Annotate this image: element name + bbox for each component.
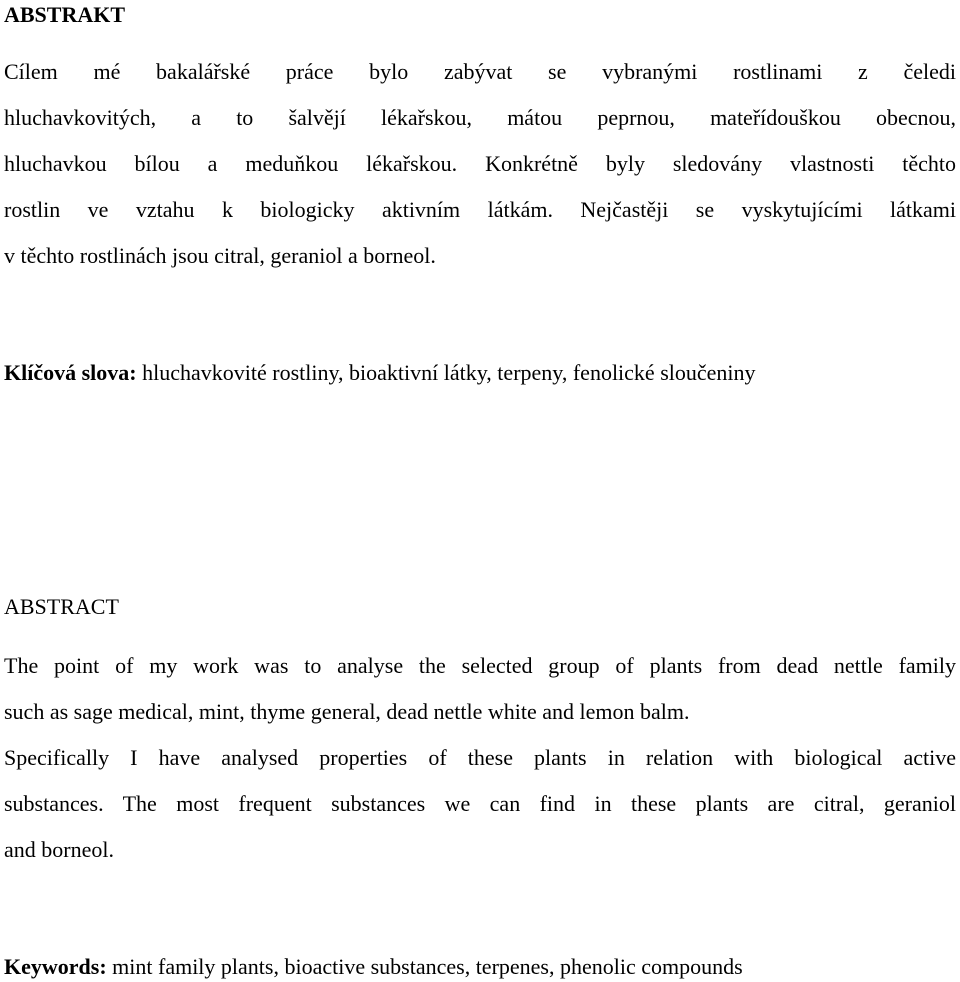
english-keywords-label: Keywords: xyxy=(4,954,107,979)
czech-abstract-line-3: hluchavkou bílou a meduňkou lékařskou. Konkrétně byly sledovány vlastnosti těchto xyxy=(4,151,956,176)
english-abstract-line-2: such as sage medical, mint, thyme general, dead nettle white and lemon balm. xyxy=(4,699,690,724)
english-abstract-line-4: substances. The most frequent substances we can find in these plants are citral, geraniol xyxy=(4,791,956,816)
czech-keywords xyxy=(4,358,956,388)
czech-keywords-text: hluchavkovité rostliny, bioaktivní látky, terpeny, fenolické sloučeniny xyxy=(136,360,756,385)
czech-abstract-line-1: Cílem mé bakalářské práce bylo zabývat se vybranými rostlinami z čeledi xyxy=(4,59,956,84)
czech-abstract-line-2: hluchavkovitých, a to šalvějí lékařskou, mátou peprnou, mateřídouškou obecnou, xyxy=(4,105,956,130)
czech-abstract-paragraph xyxy=(4,49,956,279)
czech-abstract-line-4: rostlin ve vztahu k biologicky aktivním látkám. Nejčastěji se vyskytujícími látkami xyxy=(4,197,956,222)
english-abstract-heading: ABSTRACT xyxy=(4,594,119,619)
english-abstract-line-5: and borneol. xyxy=(4,837,114,862)
english-abstract-line-3: Specifically I have analysed properties of these plants in relation with biological active xyxy=(4,745,956,770)
english-keywords-text: mint family plants, bioactive substances, terpenes, phenolic compounds xyxy=(106,954,743,979)
english-keywords xyxy=(4,952,956,982)
czech-keywords-label: Klíčová slova: xyxy=(4,360,137,385)
czech-abstract-heading: ABSTRAKT xyxy=(4,2,126,27)
czech-abstract-line-5: v těchto rostlinách jsou citral, geraniol a borneol. xyxy=(4,243,436,268)
english-abstract-line-1: The point of my work was to analyse the selected group of plants from dead nettle family xyxy=(4,653,956,678)
english-abstract-paragraph xyxy=(4,643,956,873)
